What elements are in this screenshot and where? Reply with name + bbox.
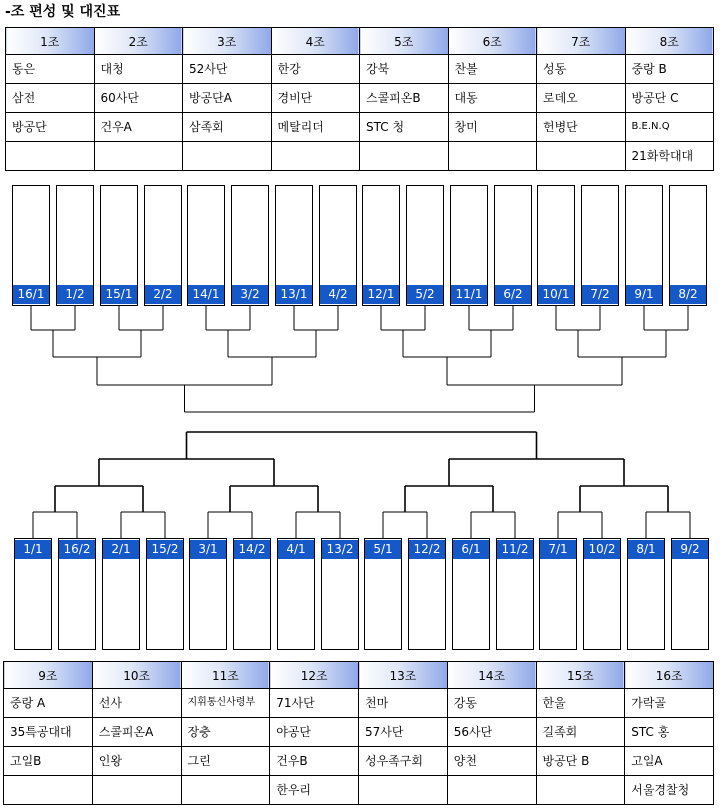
team-row	[4, 718, 714, 747]
team-cell	[92, 776, 181, 805]
team-cell: 방공단 C	[625, 84, 714, 113]
team-cell: 방공단 B	[536, 747, 625, 776]
team-cell: 60사단	[94, 84, 183, 113]
slot-label: 15/1	[101, 285, 137, 304]
group-header: 3조	[183, 28, 272, 55]
team-cell: 인왕	[92, 747, 181, 776]
slot-label: 8/1	[628, 540, 664, 559]
team-cell: 중랑 B	[625, 55, 714, 84]
team-cell: 메탈리더	[271, 113, 360, 142]
team-cell	[536, 776, 625, 805]
team-cell: 성동	[537, 55, 626, 84]
group-header-row	[4, 662, 714, 689]
team-row	[4, 747, 714, 776]
team-cell: 57사단	[359, 718, 448, 747]
team-cell: 찬볼	[448, 55, 537, 84]
team-cell: 장충	[181, 718, 270, 747]
group-header: 4조	[271, 28, 360, 55]
team-cell	[359, 776, 448, 805]
team-cell: 서울경찰청	[625, 776, 714, 805]
bottom-group-table	[3, 661, 714, 805]
group-header: 1조	[6, 28, 95, 55]
slot-label: 11/1	[451, 285, 487, 304]
team-cell: 한강	[271, 55, 360, 84]
slot-label: 6/1	[453, 540, 489, 559]
team-cell: 헌병단	[537, 113, 626, 142]
team-cell: 성우족구회	[359, 747, 448, 776]
group-header: 12조	[270, 662, 359, 689]
slot-label: 15/2	[147, 540, 183, 559]
slot-label: 8/2	[670, 285, 706, 304]
group-header: 6조	[448, 28, 537, 55]
slot-label: 4/1	[278, 540, 314, 559]
slot-label: 13/1	[276, 285, 312, 304]
team-cell: 중랑 A	[4, 689, 93, 718]
team-cell: 고일B	[4, 747, 93, 776]
team-cell: 고일A	[625, 747, 714, 776]
team-cell: 가락골	[625, 689, 714, 718]
group-header: 13조	[359, 662, 448, 689]
team-cell: 길족회	[536, 718, 625, 747]
slot-label: 1/1	[15, 540, 51, 559]
team-cell: 스콜피온B	[360, 84, 449, 113]
slot-label: 11/2	[497, 540, 533, 559]
team-cell: 로데오	[537, 84, 626, 113]
slot-label: 10/2	[584, 540, 620, 559]
team-cell: 경비단	[271, 84, 360, 113]
team-row	[4, 689, 714, 718]
team-cell: 35특공대대	[4, 718, 93, 747]
slot-label: 4/2	[320, 285, 356, 304]
slot-label: 1/2	[57, 285, 93, 304]
group-header: 9조	[4, 662, 93, 689]
slot-label: 5/1	[365, 540, 401, 559]
team-cell: 71사단	[270, 689, 359, 718]
slot-label: 16/2	[59, 540, 95, 559]
team-cell: 선사	[92, 689, 181, 718]
team-cell: 한울	[536, 689, 625, 718]
team-cell	[181, 776, 270, 805]
team-cell: B.E.N.Q	[625, 113, 714, 142]
slot-label: 9/2	[672, 540, 708, 559]
slot-label: 7/1	[540, 540, 576, 559]
team-cell: 양천	[447, 747, 536, 776]
slot-label: 5/2	[407, 285, 443, 304]
team-cell: 지휘통신사령부	[181, 689, 270, 718]
team-cell: 방공단	[6, 113, 95, 142]
team-row	[4, 776, 714, 805]
slot-label: 14/1	[188, 285, 224, 304]
team-cell: 대동	[448, 84, 537, 113]
slot-label: 10/1	[538, 285, 574, 304]
team-cell: 56사단	[447, 718, 536, 747]
group-header: 2조	[94, 28, 183, 55]
team-cell: 한우리	[270, 776, 359, 805]
team-cell	[447, 776, 536, 805]
group-header: 10조	[92, 662, 181, 689]
team-cell: 삼족회	[183, 113, 272, 142]
slot-label: 9/1	[626, 285, 662, 304]
slot-label: 16/1	[13, 285, 49, 304]
group-header: 15조	[536, 662, 625, 689]
team-cell: 그린	[181, 747, 270, 776]
team-cell: 삼전	[6, 84, 95, 113]
group-header: 14조	[447, 662, 536, 689]
slot-label: 3/1	[190, 540, 226, 559]
slot-label: 7/2	[582, 285, 618, 304]
group-header: 11조	[181, 662, 270, 689]
team-cell: STC 홍	[625, 718, 714, 747]
slot-label: 14/2	[234, 540, 270, 559]
team-cell: 강동	[447, 689, 536, 718]
group-header: 7조	[537, 28, 626, 55]
slot-label: 6/2	[495, 285, 531, 304]
group-header: 5조	[360, 28, 449, 55]
team-cell: 21화학대대	[625, 142, 714, 171]
slot-label: 2/1	[103, 540, 139, 559]
team-cell: 대청	[94, 55, 183, 84]
slot-label: 13/2	[322, 540, 358, 559]
team-cell: STC 청	[360, 113, 449, 142]
team-cell: 건우B	[270, 747, 359, 776]
team-cell: 야공단	[270, 718, 359, 747]
team-cell: 동은	[6, 55, 95, 84]
team-cell: 창미	[448, 113, 537, 142]
slot-label: 2/2	[145, 285, 181, 304]
team-cell: 천마	[359, 689, 448, 718]
team-cell: 스콜피온A	[92, 718, 181, 747]
page-title: -조 편성 및 대진표	[5, 4, 121, 20]
slot-label: 12/2	[409, 540, 445, 559]
team-cell: 강북	[360, 55, 449, 84]
slot-label: 3/2	[232, 285, 268, 304]
group-header: 8조	[625, 28, 714, 55]
team-cell: 건우A	[94, 113, 183, 142]
team-cell: 방공단A	[183, 84, 272, 113]
group-header: 16조	[625, 662, 714, 689]
team-cell: 52사단	[183, 55, 272, 84]
slot-label: 12/1	[363, 285, 399, 304]
team-cell	[4, 776, 93, 805]
